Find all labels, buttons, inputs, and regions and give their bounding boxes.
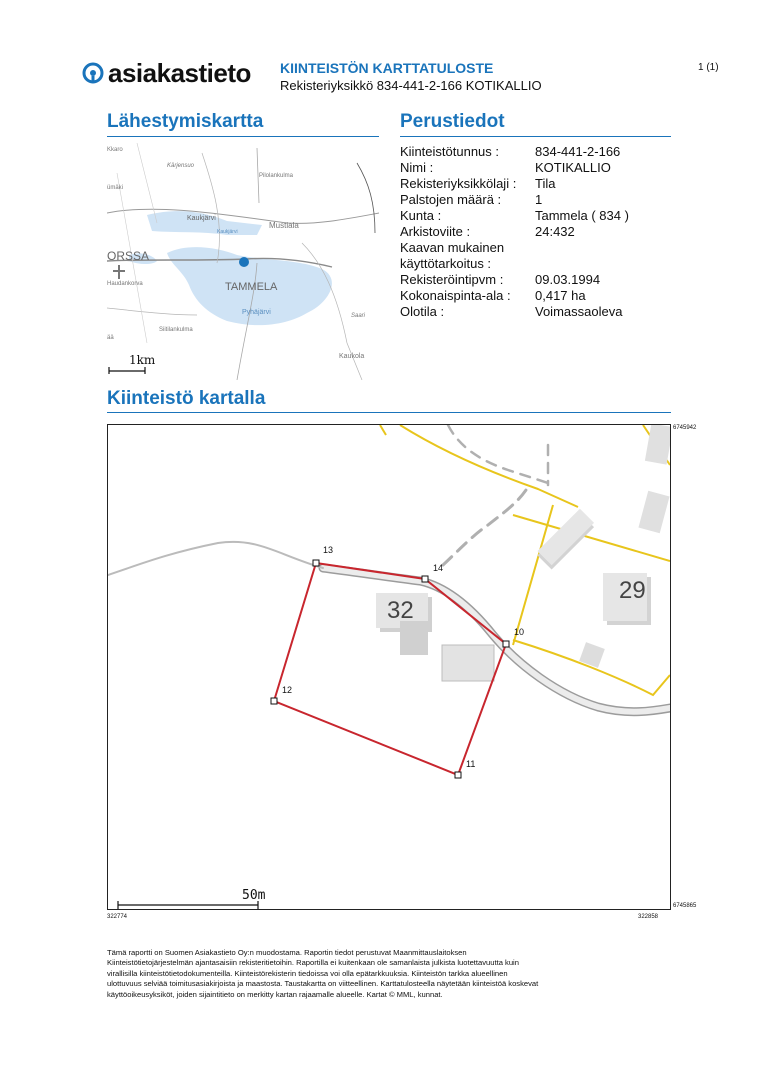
info-row: Rekisteröintipvm : 09.03.1994: [400, 272, 601, 287]
building: [442, 645, 494, 681]
corner-point-marker: [455, 772, 461, 778]
overview-map-rule: [107, 136, 379, 137]
property-map-drawing: [108, 425, 670, 909]
document-title: KIINTEISTÖN KARTTATULOSTE: [280, 60, 494, 76]
corner-point-label: 13: [323, 545, 334, 555]
map-scale-label: 50m: [242, 888, 266, 903]
map-scale-bar: [118, 901, 258, 909]
disclaimer-line: ulottuvuus selviää toimitusasiakirjoista ja maastosta. Taustakartta on viitteellinen. Karttatulosteella näytetään kiinteistöä koskevat: [107, 979, 539, 989]
place-name: Kkaro: [107, 147, 123, 153]
info-row: Kunta : Tammela ( 834 ): [400, 208, 629, 223]
basic-info-table: [400, 144, 670, 324]
corner-point-marker: [422, 576, 428, 582]
disclaimer-line: käyttöoikeusyksiköt, joiden sijaintitieto on merkitty kartan rajaamalle alueelle. Kartat © MML, kunnat.: [107, 989, 443, 999]
property-map-heading: Kiinteistö kartalla: [107, 388, 266, 409]
property-map-rule: [107, 412, 671, 413]
info-row: Rekisteriyksikkölaji : Tila: [400, 176, 556, 191]
corner-point-marker: [271, 698, 277, 704]
building-number: 32: [387, 597, 414, 624]
place-name: Pyhäjärvi: [242, 309, 271, 316]
overview-scale-bar: [107, 365, 177, 375]
place-name: Haudankorva: [107, 281, 143, 287]
disclaimer-line: Kiinteistötietojärjestelmän ajantasaisiin rekisteritietoihin. Raportilla ei kuitenkaan ole samanlaista julkista luotettavuutta kuin: [107, 958, 519, 968]
location-pin-icon: [82, 62, 104, 84]
building: [645, 425, 670, 465]
coordinate-label: 322858: [638, 914, 659, 920]
corner-point-label: 14: [433, 563, 444, 573]
place-name: TAMMELA: [225, 281, 278, 293]
property-map: [107, 424, 671, 910]
building: [535, 509, 596, 570]
info-row: Palstojen määrä : 1: [400, 192, 543, 207]
info-row: Kokonaispinta-ala : 0,417 ha: [400, 288, 586, 303]
building: [638, 491, 669, 533]
neighbor-boundary: [400, 425, 578, 507]
place-name: ORSSA: [107, 249, 150, 263]
place-name: Pilolankulma: [259, 173, 294, 179]
info-row: käyttötarkoitus :: [400, 256, 492, 271]
corner-point-marker: [313, 560, 319, 566]
place-name: Kaukola: [339, 353, 365, 360]
document-subtitle: Rekisteriyksikkö 834-441-2-166 KOTIKALLIO: [280, 78, 542, 93]
info-row: Kiinteistötunnus : 834-441-2-166: [400, 144, 621, 159]
corner-point-label: 11: [466, 759, 476, 769]
disclaimer-text: [107, 948, 667, 1000]
info-row: Arkistoviite : 24:432: [400, 224, 575, 239]
company-logo: asiakastieto: [108, 58, 251, 88]
page-number: 1 (1): [698, 62, 719, 73]
place-name: ää: [107, 335, 114, 341]
neighbor-boundary: [380, 425, 386, 435]
place-name: Mustiala: [269, 221, 299, 230]
corner-point-label: 12: [282, 685, 293, 695]
coordinate-label: 322774: [107, 914, 128, 920]
info-row: Olotila : Voimassaoleva: [400, 304, 623, 319]
coordinate-label: 6745942: [673, 425, 697, 431]
corner-point-marker: [503, 641, 509, 647]
place-name: Saari: [351, 313, 366, 319]
place-name: ümäki: [107, 185, 124, 191]
disclaimer-line: virallisilla kiinteistötietodokumenteilla. Kiinteistörekisterin tiedoissa voi olla epätarkkuuksia. Kiinteistön tarkka alueellinen: [107, 968, 508, 978]
basic-info-heading: Perustiedot: [400, 111, 505, 132]
place-name: Kärjensuo: [167, 163, 195, 169]
overview-map: [107, 143, 379, 380]
corner-point-label: 10: [514, 627, 525, 637]
overview-scale-label: 1km: [129, 353, 156, 367]
overview-map-heading: Lähestymiskartta: [107, 111, 264, 132]
info-row: Kaavan mukainen: [400, 240, 505, 255]
place-name: Siitilankulma: [159, 327, 193, 333]
info-row: Nimi : KOTIKALLIO: [400, 160, 611, 175]
place-name: Kaukjärvi: [217, 229, 238, 235]
coordinate-label: 6745865: [673, 903, 697, 909]
disclaimer-line: Tämä raportti on Suomen Asiakastieto Oy:n muodostama. Raportin tiedot perustuvat Maanmittauslaitoksen: [107, 948, 467, 957]
building-number: 29: [619, 577, 646, 604]
basic-info-rule: [400, 136, 671, 137]
place-name: Kaukjärvi: [187, 215, 216, 222]
property-location-marker: [239, 257, 249, 267]
